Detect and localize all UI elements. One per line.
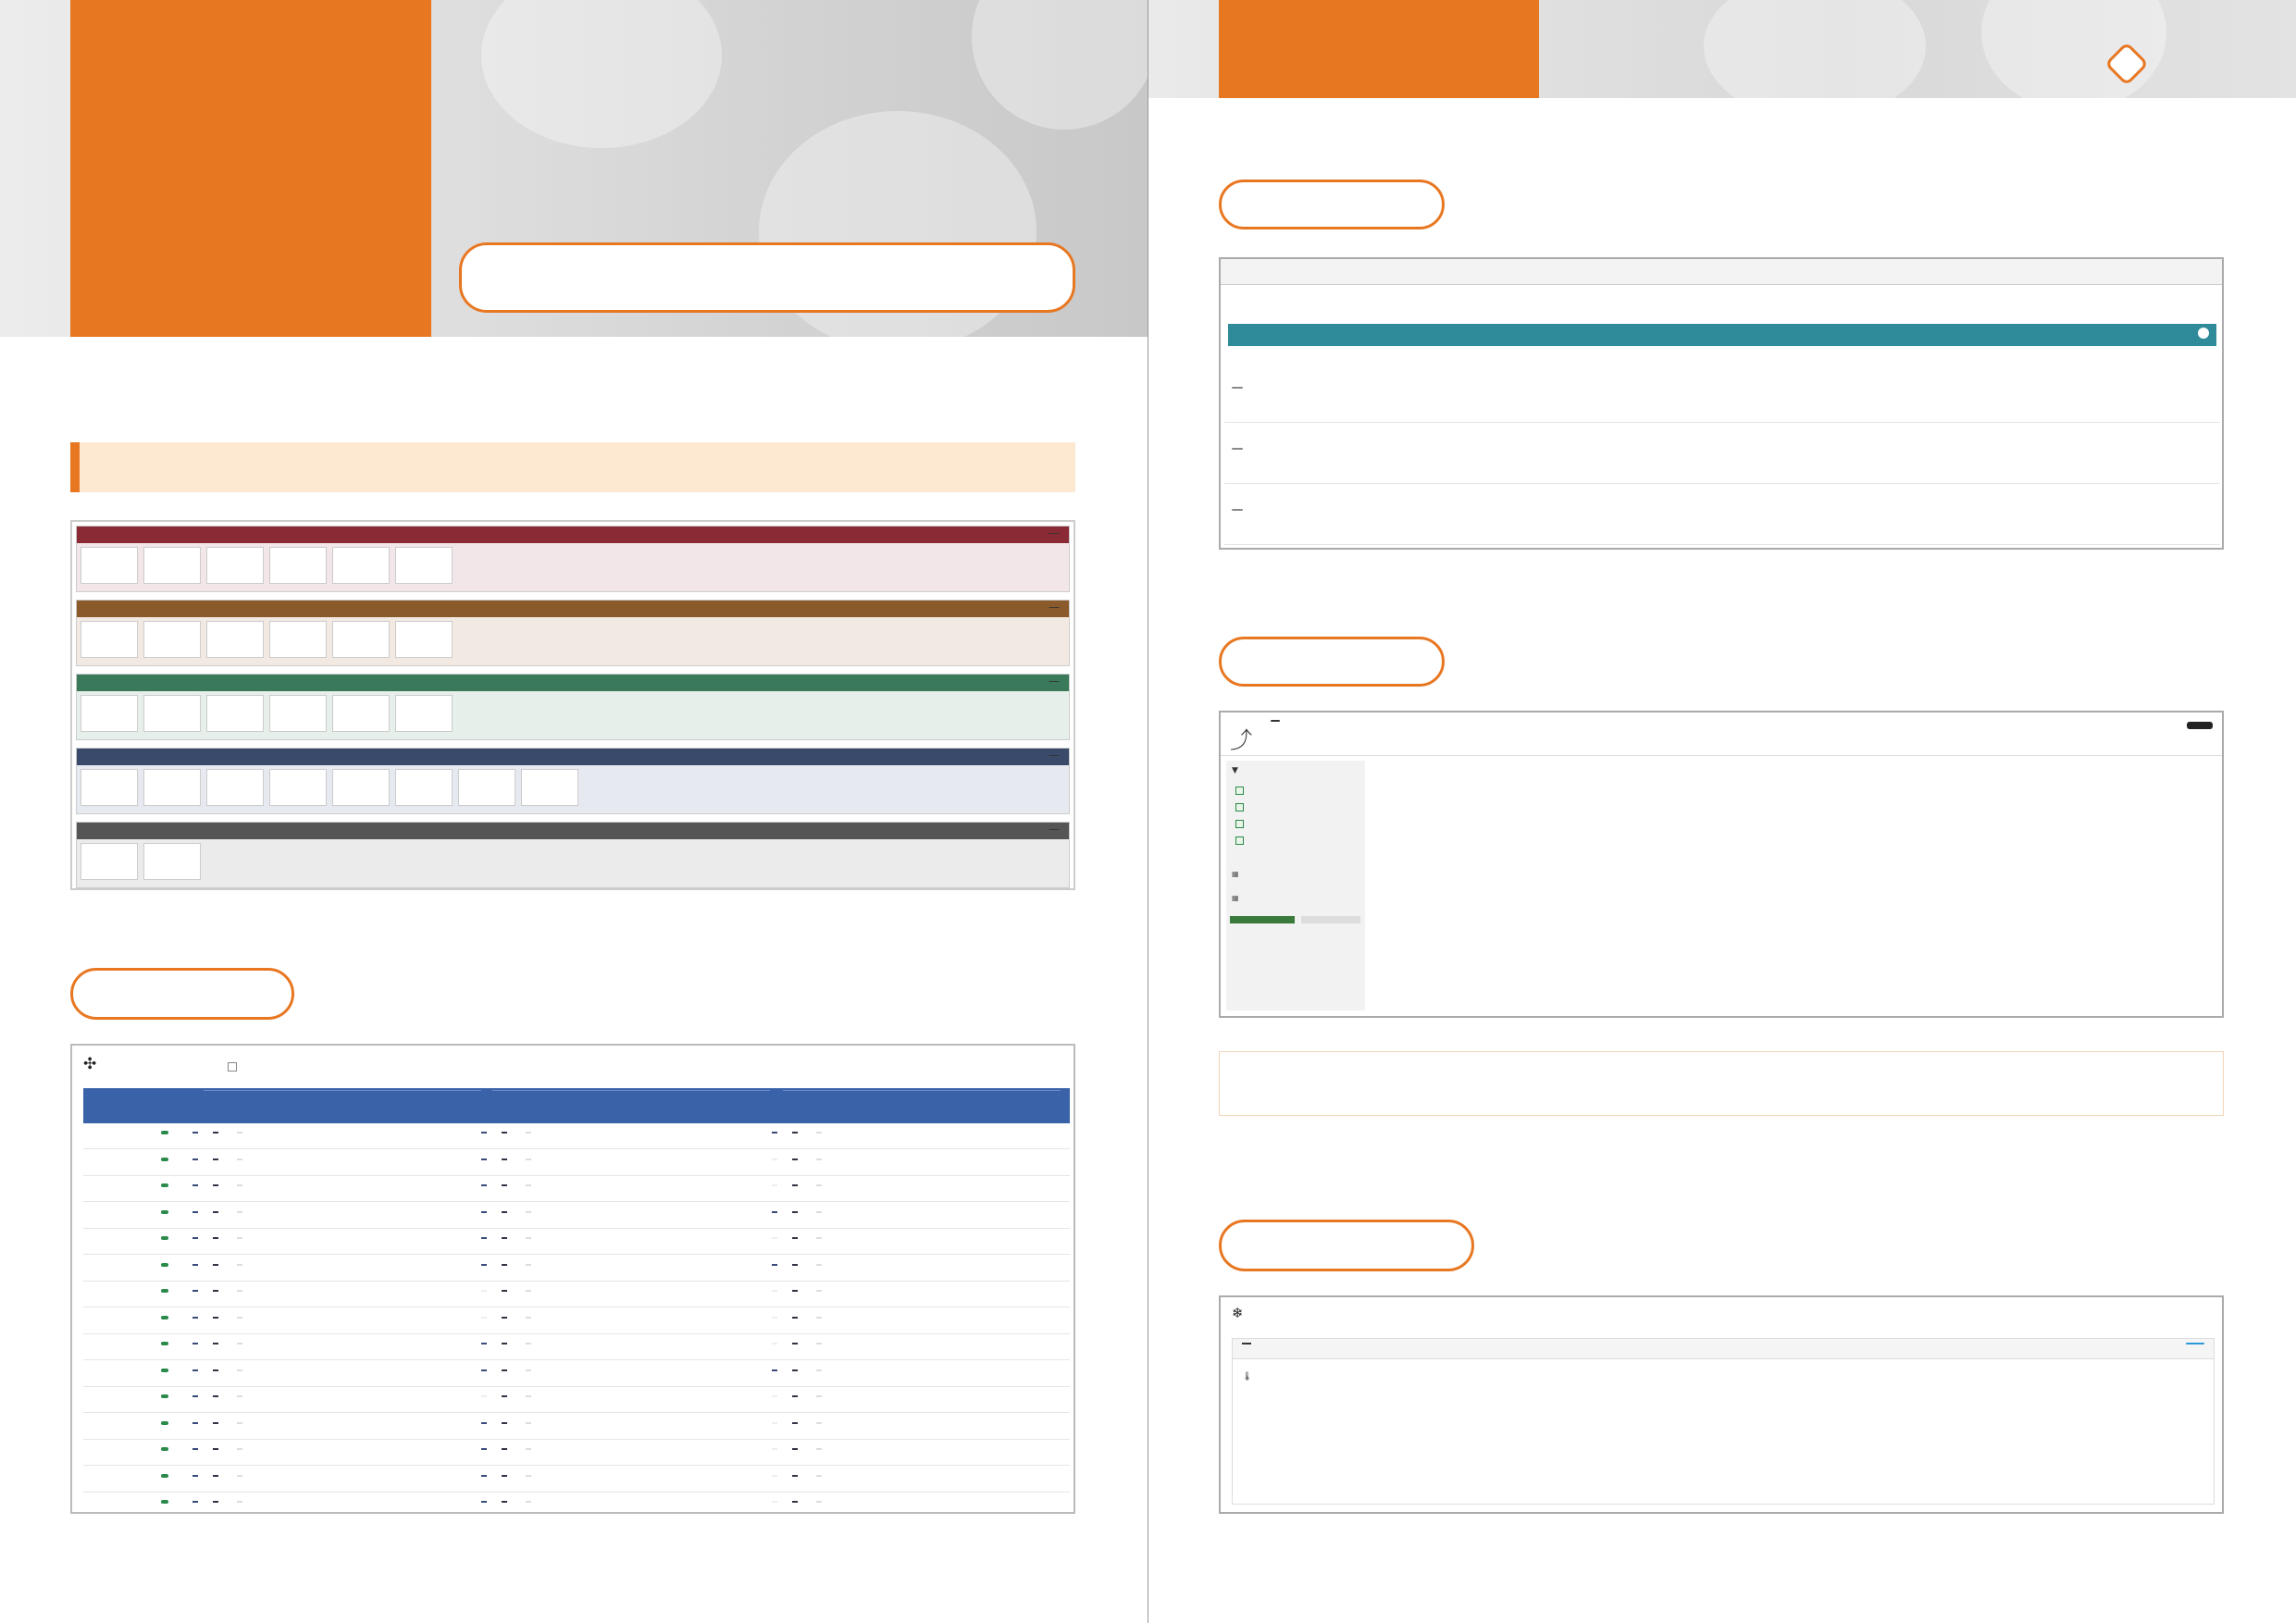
auto-button[interactable] xyxy=(213,1184,218,1186)
start-date-row: ▦ xyxy=(1232,870,1239,878)
manual-button[interactable] xyxy=(526,1158,531,1160)
device-tile[interactable] xyxy=(206,769,264,806)
checkbox[interactable] xyxy=(1235,787,1244,795)
manual-button[interactable] xyxy=(237,1264,242,1266)
fan-table-row xyxy=(83,1494,1070,1514)
checkbox[interactable] xyxy=(1235,820,1244,828)
device-tile[interactable] xyxy=(81,621,138,658)
auto-button[interactable] xyxy=(502,1475,507,1477)
manual-button[interactable] xyxy=(816,1184,822,1186)
auto-button[interactable] xyxy=(213,1475,218,1477)
power-state[interactable] xyxy=(772,1264,777,1266)
power-state[interactable] xyxy=(192,1211,198,1213)
power-state[interactable] xyxy=(481,1132,487,1134)
device-tile[interactable] xyxy=(143,695,201,732)
power-state[interactable] xyxy=(772,1158,777,1160)
trend-icon: ⤴ xyxy=(1230,727,1252,753)
manual-button[interactable] xyxy=(816,1317,822,1319)
auto-button[interactable] xyxy=(213,1211,218,1213)
collapse-icon[interactable]: — xyxy=(1049,675,1060,688)
power-state[interactable] xyxy=(772,1343,777,1344)
checkbox[interactable] xyxy=(1235,803,1244,812)
manual-button[interactable] xyxy=(526,1475,531,1477)
manual-button[interactable] xyxy=(237,1475,242,1477)
end-date-row: ▦ xyxy=(1232,894,1239,902)
building-group-bar xyxy=(77,527,1069,543)
auto-button[interactable] xyxy=(502,1343,507,1344)
device-tile[interactable] xyxy=(458,769,515,806)
close-button[interactable] xyxy=(2187,722,2213,729)
manual-button[interactable] xyxy=(816,1132,822,1134)
auto-button[interactable] xyxy=(502,1501,507,1503)
power-state[interactable] xyxy=(192,1501,198,1503)
auto-button[interactable] xyxy=(213,1317,218,1319)
device-tile[interactable] xyxy=(332,547,390,584)
temp-badge xyxy=(161,1210,168,1214)
manual-button[interactable] xyxy=(526,1317,531,1319)
device-tile[interactable] xyxy=(332,621,390,658)
fan-table-row xyxy=(83,1205,1070,1229)
device-tile[interactable] xyxy=(206,621,264,658)
channel-header xyxy=(492,1090,770,1091)
fan-title-row xyxy=(83,1055,96,1073)
auto-button[interactable] xyxy=(502,1317,507,1319)
auto-button[interactable] xyxy=(792,1369,798,1371)
device-tile[interactable] xyxy=(395,695,453,732)
power-state[interactable] xyxy=(192,1369,198,1371)
manual-button[interactable] xyxy=(237,1448,242,1450)
device-tile[interactable] xyxy=(81,769,138,806)
power-state[interactable] xyxy=(772,1395,777,1397)
record-label xyxy=(1219,637,1445,687)
auto-button[interactable] xyxy=(792,1211,798,1213)
series-checklist xyxy=(1235,783,1356,849)
temp-badge xyxy=(161,1158,168,1161)
manual-button[interactable] xyxy=(526,1422,531,1424)
building-group xyxy=(76,748,1070,814)
cooling-title-row xyxy=(1232,1305,1244,1321)
power-state[interactable] xyxy=(192,1264,198,1266)
fan-table-row xyxy=(83,1152,1070,1176)
right-page xyxy=(1148,0,2296,1623)
device-tile[interactable] xyxy=(206,547,264,584)
auto-button[interactable] xyxy=(792,1158,798,1160)
temp-badge xyxy=(161,1394,168,1398)
record-line-chart xyxy=(1378,761,2216,1012)
temp-badge xyxy=(161,1289,168,1293)
power-state[interactable] xyxy=(772,1422,777,1424)
callout-pill xyxy=(459,242,1075,313)
power-state[interactable] xyxy=(481,1184,487,1186)
building-group xyxy=(76,822,1070,888)
temp-badge xyxy=(161,1421,168,1425)
d2-column-headers xyxy=(1228,350,2216,363)
building-group-bar xyxy=(77,601,1069,617)
record-notes xyxy=(1219,1051,2224,1116)
temp-badge xyxy=(161,1236,168,1240)
power-state[interactable] xyxy=(481,1158,487,1160)
chart-view-button[interactable] xyxy=(1230,916,1295,923)
checkbox[interactable] xyxy=(228,1062,237,1072)
collapse-icon[interactable]: — xyxy=(1049,527,1060,539)
device-tile[interactable] xyxy=(269,769,327,806)
auto-button[interactable] xyxy=(502,1395,507,1397)
manual-button[interactable] xyxy=(526,1211,531,1213)
current-temp-label: 🌡 xyxy=(1242,1372,1253,1381)
power-state[interactable] xyxy=(481,1343,487,1344)
power-state[interactable] xyxy=(192,1448,198,1450)
power-state[interactable] xyxy=(192,1158,198,1160)
manual-button[interactable] xyxy=(237,1395,242,1397)
auto-button[interactable] xyxy=(792,1343,798,1344)
power-state[interactable] xyxy=(772,1448,777,1450)
auto-button[interactable] xyxy=(502,1448,507,1450)
power-state[interactable] xyxy=(772,1132,777,1134)
manual-button[interactable] xyxy=(526,1369,531,1371)
fan-table-row xyxy=(83,1389,1070,1413)
auto-button[interactable] xyxy=(213,1343,218,1344)
power-state[interactable] xyxy=(772,1317,777,1319)
channel-tag xyxy=(1232,448,1243,450)
series-checkbox[interactable] xyxy=(1235,833,1356,849)
power-state[interactable] xyxy=(192,1132,198,1134)
temp-badge xyxy=(161,1131,168,1134)
power-state[interactable] xyxy=(481,1501,487,1503)
device-tile[interactable] xyxy=(332,769,390,806)
building-group xyxy=(76,674,1070,740)
manual-button[interactable] xyxy=(526,1290,531,1292)
power-state[interactable] xyxy=(481,1448,487,1450)
auto-button[interactable] xyxy=(502,1422,507,1424)
fan-table-row xyxy=(83,1125,1070,1149)
integrated-header xyxy=(70,442,1075,492)
fan-table-row xyxy=(83,1310,1070,1334)
manual-button[interactable] xyxy=(237,1237,242,1239)
device-tile[interactable] xyxy=(395,547,453,584)
manual-button[interactable] xyxy=(237,1211,242,1213)
auto-button[interactable] xyxy=(792,1317,798,1319)
series-checkbox[interactable] xyxy=(1235,799,1356,816)
manual-button[interactable] xyxy=(816,1395,822,1397)
device-tile[interactable] xyxy=(143,621,201,658)
power-state[interactable] xyxy=(772,1501,777,1503)
manual-button[interactable] xyxy=(816,1475,822,1477)
fan-control-screen xyxy=(70,1044,1075,1514)
manual-button[interactable] xyxy=(526,1501,531,1503)
auto-button[interactable] xyxy=(213,1237,218,1239)
temp-badge xyxy=(161,1263,168,1267)
auto-button[interactable] xyxy=(213,1132,218,1134)
building-group-bar xyxy=(77,823,1069,839)
fan-table-row xyxy=(83,1178,1070,1202)
merged-view-toggle[interactable] xyxy=(228,1062,240,1072)
manual-button[interactable] xyxy=(237,1132,242,1134)
device-tile[interactable] xyxy=(521,769,578,806)
device-tile[interactable] xyxy=(269,547,327,584)
fan-icon: ✣ xyxy=(83,1055,97,1073)
power-state[interactable] xyxy=(192,1184,198,1186)
device-tile[interactable] xyxy=(269,621,327,658)
fan-table-header xyxy=(83,1088,1070,1123)
d2-title xyxy=(1221,259,2224,285)
grid-view-button[interactable] xyxy=(1301,916,1360,923)
auto-button[interactable] xyxy=(502,1369,507,1371)
series-checkbox[interactable] xyxy=(1235,816,1356,833)
collapse-icon[interactable]: — xyxy=(1049,601,1060,613)
power-state[interactable] xyxy=(192,1343,198,1344)
auto-button[interactable] xyxy=(502,1290,507,1292)
power-state[interactable] xyxy=(192,1475,198,1477)
record-screen xyxy=(1219,711,2224,1018)
detail2-label xyxy=(1219,180,1445,229)
building-badge xyxy=(1271,720,1280,722)
power-state[interactable] xyxy=(192,1395,198,1397)
manual-button[interactable] xyxy=(526,1343,531,1344)
section-title-box xyxy=(70,0,431,337)
building-group xyxy=(76,600,1070,666)
power-state[interactable] xyxy=(192,1317,198,1319)
fan-table-row xyxy=(83,1258,1070,1282)
power-state[interactable] xyxy=(481,1395,487,1397)
d2-status-bar xyxy=(1228,324,2216,346)
channel-tag xyxy=(1232,509,1243,511)
series-checkbox[interactable] xyxy=(1235,783,1356,799)
search-condition-label: ▼ xyxy=(1232,766,1238,775)
power-state[interactable] xyxy=(772,1237,777,1239)
auto-button[interactable] xyxy=(792,1184,798,1186)
manual-button[interactable] xyxy=(816,1343,822,1344)
power-state[interactable] xyxy=(772,1369,777,1371)
auto-button[interactable] xyxy=(213,1158,218,1160)
temp-badge xyxy=(161,1474,168,1478)
power-state[interactable] xyxy=(772,1475,777,1477)
manual-button[interactable] xyxy=(237,1501,242,1503)
fan-table-row xyxy=(83,1231,1070,1255)
auto-button[interactable] xyxy=(792,1395,798,1397)
fan-table-row xyxy=(83,1442,1070,1466)
channel-header xyxy=(204,1090,481,1091)
fan-table-row xyxy=(83,1336,1070,1360)
manual-button[interactable] xyxy=(237,1184,242,1186)
power-state[interactable] xyxy=(481,1422,487,1424)
manual-button[interactable] xyxy=(816,1369,822,1371)
device-tile[interactable] xyxy=(395,621,453,658)
power-state[interactable] xyxy=(772,1290,777,1292)
fan-table-row xyxy=(83,1468,1070,1493)
manual-button[interactable] xyxy=(526,1237,531,1239)
checkbox[interactable] xyxy=(1235,836,1244,845)
temp-badge xyxy=(161,1369,168,1372)
detail2-screen xyxy=(1219,257,2224,550)
auto-button[interactable] xyxy=(502,1132,507,1134)
device-tile[interactable] xyxy=(395,769,453,806)
device-tile[interactable] xyxy=(81,695,138,732)
channel-header xyxy=(783,1090,1061,1091)
cooling-screen xyxy=(1219,1295,2224,1514)
auto-button[interactable] xyxy=(792,1422,798,1424)
auto-button[interactable] xyxy=(502,1237,507,1239)
device-tile[interactable] xyxy=(332,695,390,732)
device-tile[interactable] xyxy=(81,547,138,584)
manual-button[interactable] xyxy=(237,1290,242,1292)
manual-button[interactable] xyxy=(816,1211,822,1213)
auto-button[interactable] xyxy=(213,1290,218,1292)
auto-button[interactable] xyxy=(502,1264,507,1266)
power-state[interactable] xyxy=(481,1369,487,1371)
manual-button[interactable] xyxy=(526,1448,531,1450)
power-state[interactable] xyxy=(772,1211,777,1213)
auto-button[interactable] xyxy=(792,1448,798,1450)
manual-button[interactable] xyxy=(816,1290,822,1292)
manual-button[interactable] xyxy=(816,1158,822,1160)
power-state[interactable] xyxy=(481,1237,487,1239)
manual-button[interactable] xyxy=(526,1264,531,1266)
manual-button[interactable] xyxy=(237,1369,242,1371)
power-state[interactable] xyxy=(192,1237,198,1239)
manual-button[interactable] xyxy=(237,1317,242,1319)
device-tile[interactable] xyxy=(143,769,201,806)
cooling-label xyxy=(1219,1220,1474,1271)
manual-button[interactable] xyxy=(526,1132,531,1134)
power-state[interactable] xyxy=(192,1422,198,1424)
fan-table-row xyxy=(83,1416,1070,1440)
building-group xyxy=(76,526,1070,592)
detail1-label xyxy=(70,968,294,1020)
temp-badge xyxy=(161,1342,168,1345)
collapse-icon[interactable]: — xyxy=(1049,823,1060,836)
building-badge xyxy=(1242,1343,1251,1344)
expand-icon[interactable] xyxy=(2198,328,2209,339)
auto-button[interactable] xyxy=(213,1369,218,1371)
manual-button[interactable] xyxy=(526,1184,531,1186)
auto-button[interactable] xyxy=(502,1211,507,1213)
manual-button[interactable] xyxy=(237,1343,242,1344)
auto-button[interactable] xyxy=(213,1395,218,1397)
power-state[interactable] xyxy=(481,1475,487,1477)
channel-tag xyxy=(1232,387,1243,389)
auto-button[interactable] xyxy=(213,1422,218,1424)
auto-button[interactable] xyxy=(792,1290,798,1292)
auto-button[interactable] xyxy=(502,1158,507,1160)
device-tile[interactable] xyxy=(269,695,327,732)
auto-button[interactable] xyxy=(792,1475,798,1477)
cooling-card xyxy=(1232,1338,2215,1505)
temp-badge xyxy=(161,1447,168,1451)
fan-table-row xyxy=(83,1363,1070,1387)
manual-button[interactable] xyxy=(816,1264,822,1266)
manual-button[interactable] xyxy=(816,1448,822,1450)
power-state[interactable] xyxy=(481,1290,487,1292)
temp-badge xyxy=(161,1183,168,1187)
device-tile[interactable] xyxy=(81,843,138,880)
integrated-panel xyxy=(70,520,1075,890)
auto-button[interactable] xyxy=(792,1237,798,1239)
power-state[interactable] xyxy=(481,1211,487,1213)
auto-button[interactable] xyxy=(213,1501,218,1503)
manual-button[interactable] xyxy=(816,1237,822,1239)
auto-button[interactable] xyxy=(213,1264,218,1266)
device-tile[interactable] xyxy=(143,547,201,584)
date-range xyxy=(1232,862,1359,911)
manual-button[interactable] xyxy=(237,1158,242,1160)
building-group-bar xyxy=(77,675,1069,691)
manual-button[interactable] xyxy=(237,1422,242,1424)
auto-button[interactable] xyxy=(792,1264,798,1266)
fan-table-row xyxy=(83,1283,1070,1307)
collapse-icon[interactable]: — xyxy=(1049,749,1060,762)
power-state[interactable] xyxy=(192,1290,198,1292)
auto-button[interactable] xyxy=(792,1501,798,1503)
section-title-box xyxy=(1219,0,1539,98)
device-tile[interactable] xyxy=(143,843,201,880)
auto-button[interactable] xyxy=(502,1184,507,1186)
auto-button[interactable] xyxy=(213,1448,218,1450)
device-tile[interactable] xyxy=(206,695,264,732)
temp-badge xyxy=(161,1500,168,1504)
manual-button[interactable] xyxy=(526,1395,531,1397)
building-group-bar xyxy=(77,749,1069,765)
power-state[interactable] xyxy=(481,1264,487,1266)
power-state[interactable] xyxy=(481,1317,487,1319)
temp-badge xyxy=(161,1316,168,1319)
snowflake-icon: ❄ xyxy=(1232,1305,1244,1321)
manual-button[interactable] xyxy=(816,1422,822,1424)
manual-button[interactable] xyxy=(816,1501,822,1503)
search-panel xyxy=(1226,761,1365,1010)
power-toggle[interactable] xyxy=(2186,1343,2204,1344)
auto-button[interactable] xyxy=(792,1132,798,1134)
power-state[interactable] xyxy=(772,1184,777,1186)
